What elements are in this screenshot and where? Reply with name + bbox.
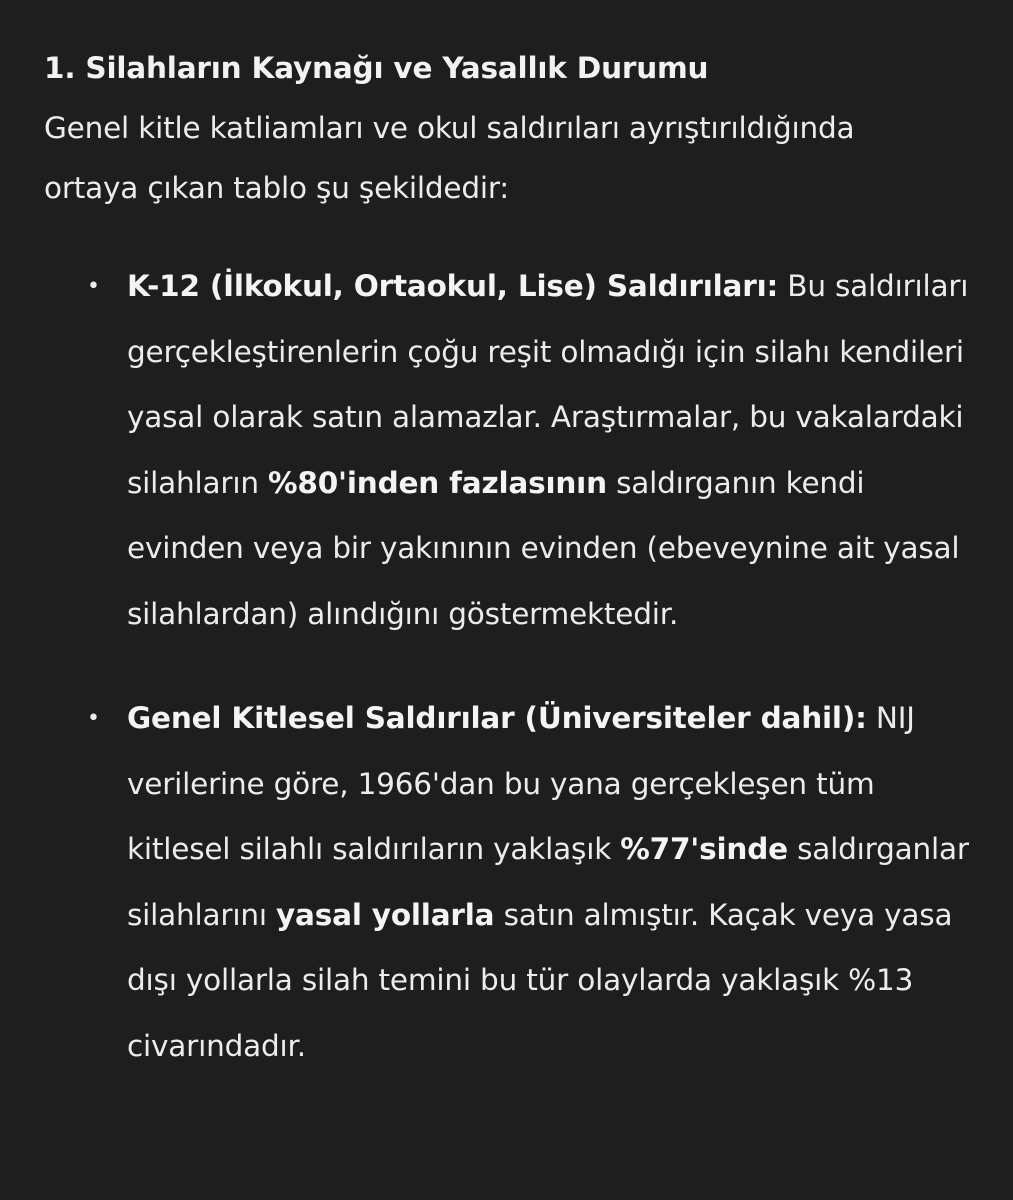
list-item-general: [44, 686, 970, 1079]
section-heading: 1. Silahların Kaynağı ve Yasallık Durumu: [44, 51, 709, 85]
bullet-label: K-12 (İlkokul, Ortaokul, Lise) Saldırıları:: [127, 269, 779, 303]
bullet-text: satın almıştır. Kaçak veya yasa dışı yollarla silah temini bu tür olaylarda yaklaşık %13 civarındadır.: [127, 897, 953, 1063]
bullet-emphasis: yasal yollarla: [276, 897, 495, 932]
bullet-label: Genel Kitlesel Saldırılar (Üniversiteler dahil):: [127, 701, 867, 735]
bullet-dot-icon: •: [87, 706, 100, 731]
section-intro: Genel kitle katliamları ve okul saldırıları ayrıştırıldığında ortaya çıkan tablo şu şekildedir:: [44, 111, 855, 205]
list-item-k12: [44, 254, 970, 647]
bullet-text: NIJ verilerine göre, 1966'dan bu yana gerçekleşen tüm kitlesel silahlı saldırıların yaklaşık: [127, 701, 915, 866]
bullet-list: [44, 254, 973, 1079]
bullet-text: saldırganın kendi evinden veya bir yakınının evinden (ebeveynine ait yasal silahlardan) alındığını göstermektedir.: [127, 465, 960, 631]
bullet-dot-icon: •: [87, 274, 100, 299]
bullet-text: Bu saldırıları gerçekleştirenlerin çoğu reşit olmadığı için silahı kendileri yasal olarak satın alamazlar. Araştırmalar, bu vakalardaki silahların: [127, 269, 969, 500]
bullet-text: saldırganlar silahlarını: [127, 832, 969, 932]
bullet-emphasis: %80'inden fazlasının: [268, 465, 607, 500]
bullet-emphasis: %77'sinde: [620, 832, 788, 866]
